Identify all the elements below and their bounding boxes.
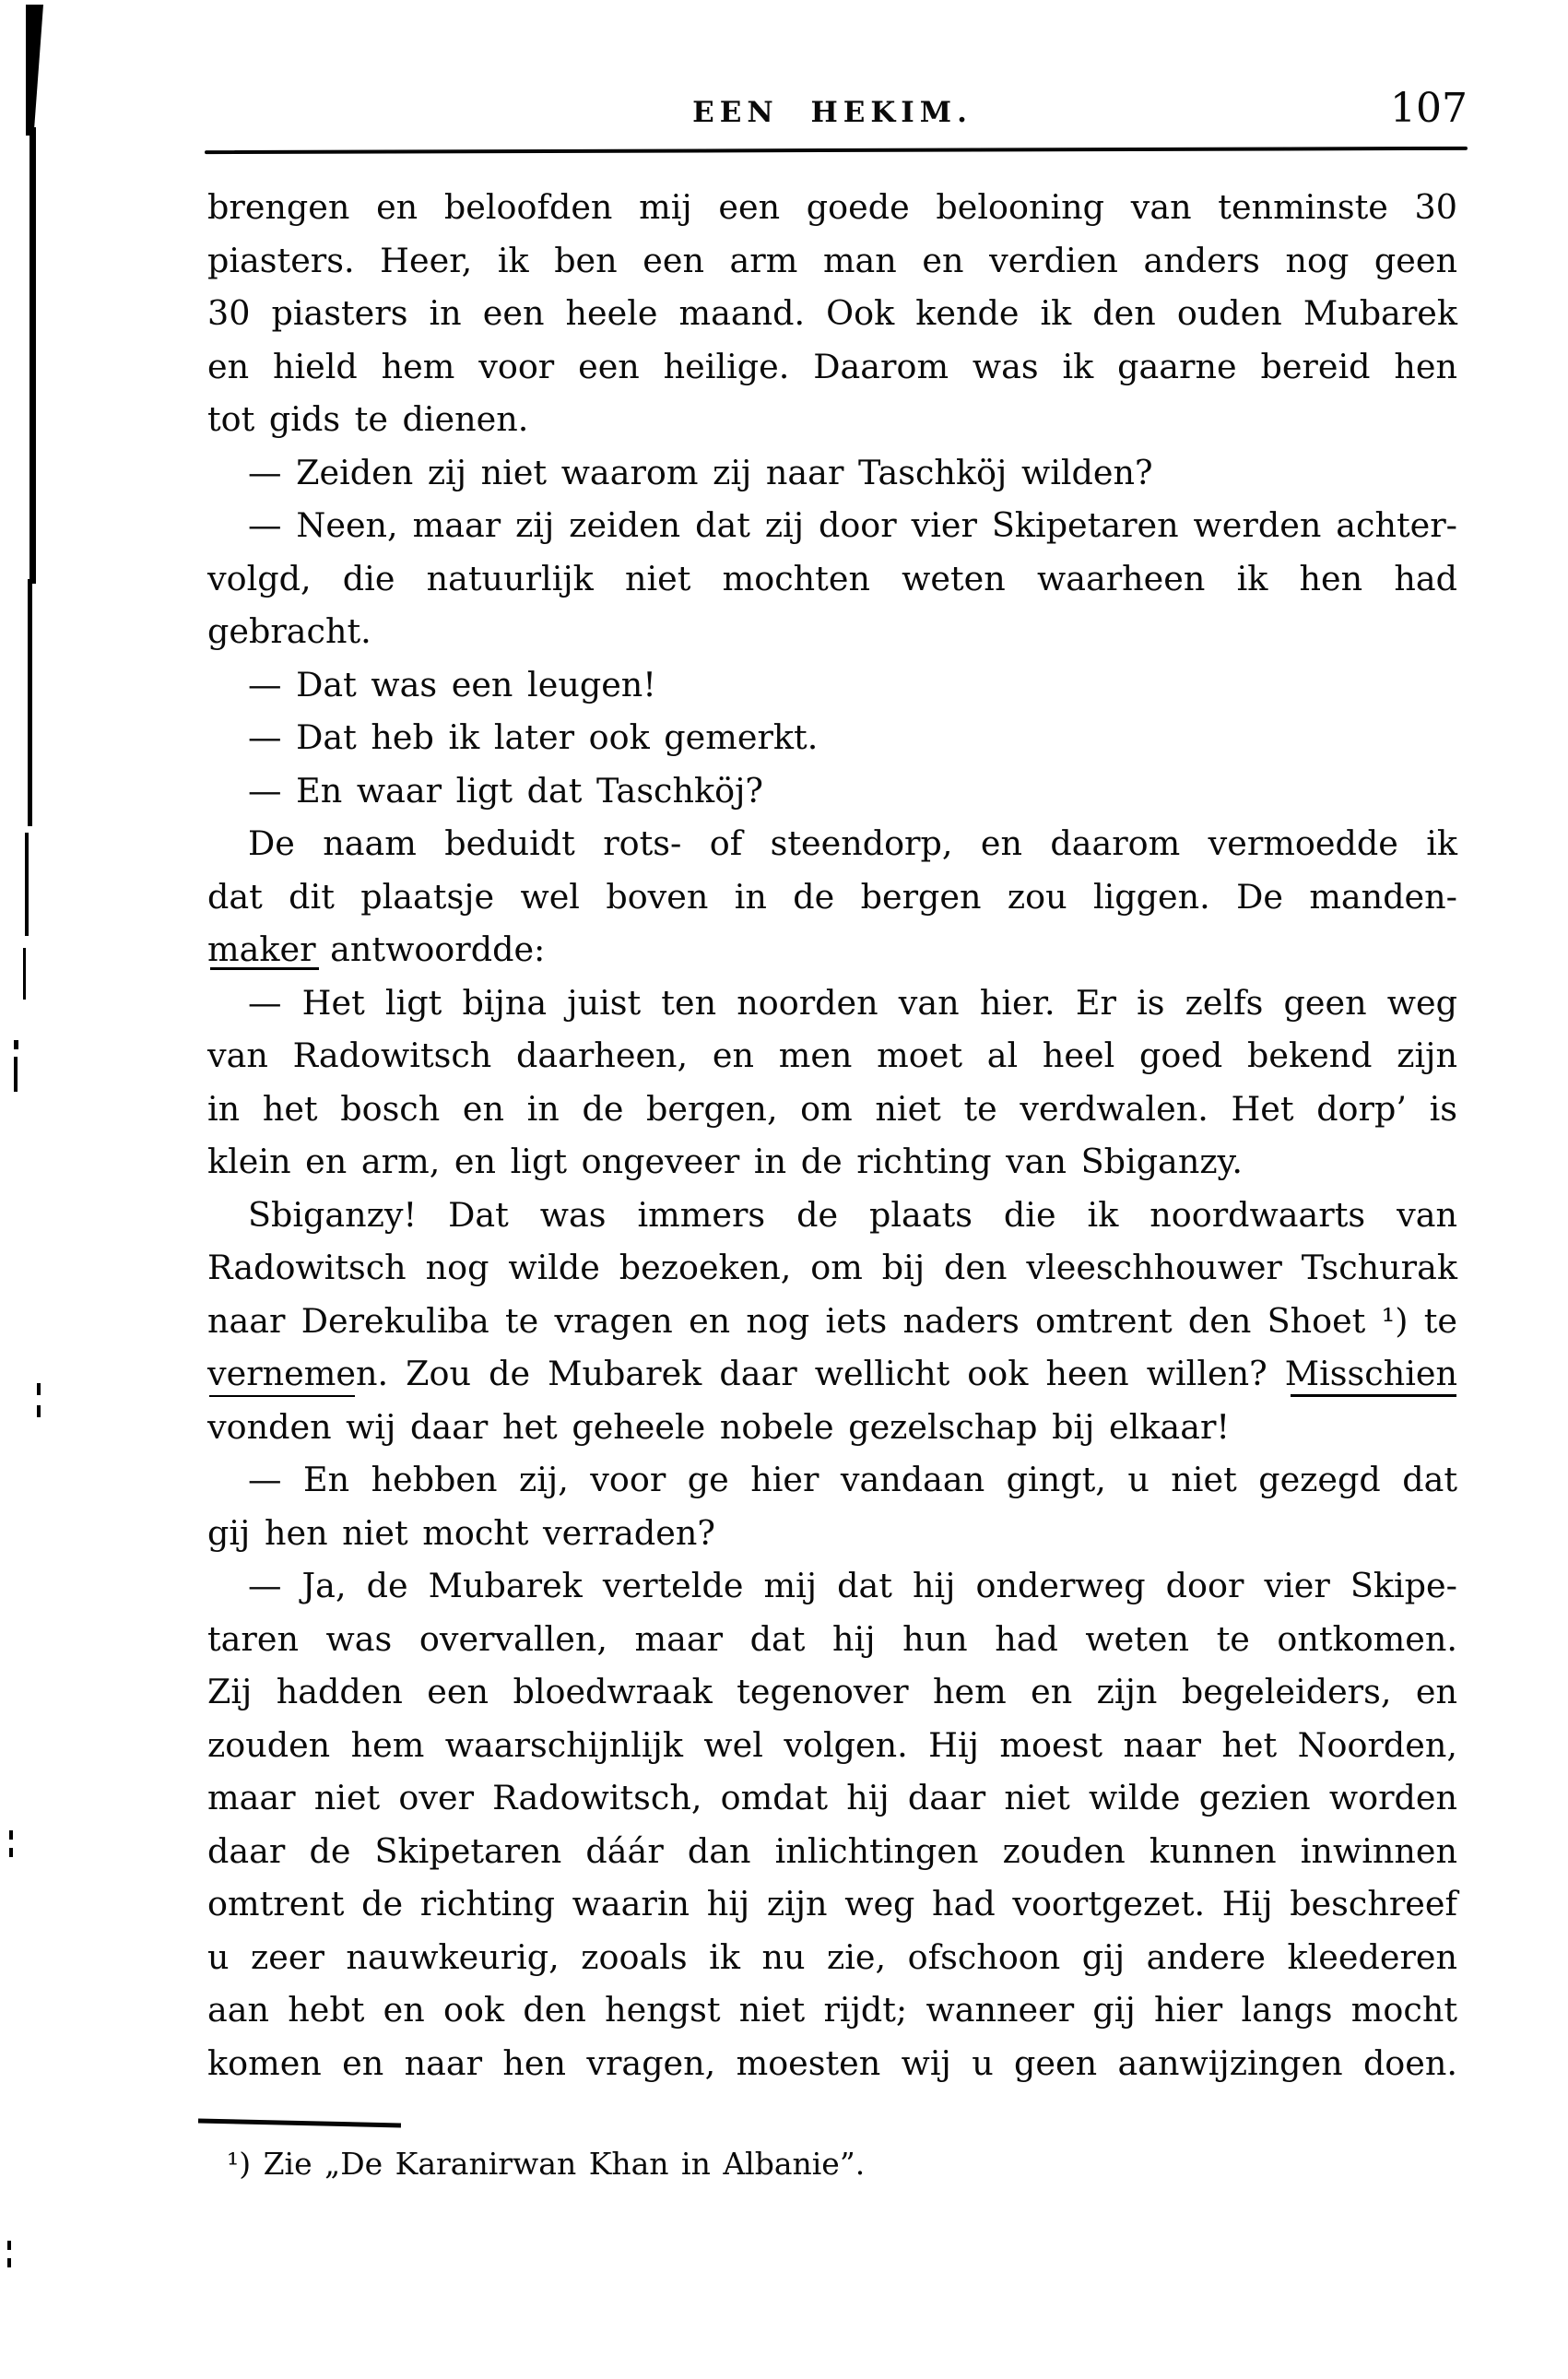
text-line: en hield hem voor een heilige. Daarom was ik gaarne bereid hen: [207, 346, 1457, 386]
text-line: klein en arm, en ligt ongeveer in de richting van Sbiganzy.: [207, 1142, 1243, 1181]
text-line: — Dat was een leugen!: [248, 664, 656, 704]
text-line: gij hen niet mocht verraden?: [207, 1512, 715, 1553]
scan-artifact-speck: [14, 1040, 18, 1049]
page-number: 107: [1390, 85, 1468, 132]
text-line: maar niet over Radowitsch, omdat hij daar niet wilde gezien worden: [207, 1778, 1457, 1817]
scan-artifact-speck: [37, 1383, 41, 1395]
text-line: gebracht.: [207, 611, 371, 651]
text-line: — Ja, de Mubarek vertelde mij dat hij onderweg door vier Skipe-: [248, 1566, 1457, 1605]
text-line: dat dit plaatsje wel boven in de bergen zou liggen. De manden-: [207, 876, 1457, 917]
scan-artifact-speck: [7, 2258, 11, 2267]
text-line: — Dat heb ik later ook gemerkt.: [248, 717, 819, 757]
text-line: Zij hadden een bloedwraak tegenover hem en zijn begeleiders, en: [207, 1672, 1457, 1711]
text-line: 30 piasters in een heele maand. Ook kende ik den ouden Mubarek: [207, 293, 1457, 333]
running-header-title: EEN HEKIM.: [692, 96, 973, 129]
text-line: — Het ligt bijna juist ten noorden van hier. Er is zelfs geen weg: [248, 982, 1457, 1023]
text-line: taren was overvallen, maar dat hij hun had weten te ontkomen.: [207, 1618, 1457, 1659]
text-line: naar Derekuliba te vragen en nog iets naders omtrent den Shoet ¹) te: [207, 1300, 1457, 1341]
scan-artifact-speck: [37, 1405, 41, 1417]
text-line: Radowitsch nog wilde bezoeken, om bij den vleeschhouwer Tschurak: [207, 1248, 1457, 1287]
scan-artifact-edge-bar: [26, 5, 43, 136]
scan-artifact-speck: [9, 1848, 13, 1857]
scan-artifact-edge-line: [25, 833, 29, 936]
text-line: — En hebben zij, voor ge hier vandaan gingt, u niet gezegd dat: [248, 1460, 1457, 1499]
body-text: [207, 181, 1457, 2089]
text-line: Sbiganzy! Dat was immers de plaats die ik noordwaarts van: [248, 1194, 1457, 1235]
scan-artifact-speck: [9, 1830, 13, 1840]
text-line: — En waar ligt dat Taschköj?: [248, 770, 763, 811]
scan-artifact-edge-line: [28, 579, 32, 826]
text-line: van Radowitsch daarheen, en men moet al heel goed bekend zijn: [207, 1036, 1457, 1075]
scan-artifact-edge-line: [29, 127, 36, 584]
scan-artifact-speck: [14, 1057, 18, 1092]
text-line: brengen en beloofden mij een goede belooning van tenminste 30: [207, 187, 1457, 227]
text-line: komen en naar hen vragen, moesten wij u geen aanwijzingen doen.: [207, 2042, 1457, 2083]
text-line: De naam beduidt rots- of steendorp, en daarom vermoedde ik: [248, 823, 1457, 863]
text-line: — Zeiden zij niet waarom zij naar Taschköj wilden?: [248, 452, 1153, 492]
scan-artifact-edge-line: [23, 948, 26, 1000]
text-line: aan hebt en ook den hengst niet rijdt; wanneer gij hier langs mocht: [207, 1990, 1457, 2030]
text-line: vonden wij daar het geheele nobele gezelschap bij elkaar!: [207, 1406, 1231, 1447]
scan-artifact-speck: [7, 2241, 11, 2250]
text-line: volgd, die natuurlijk niet mochten weten waarheen ik hen had: [207, 558, 1457, 598]
text-line: piasters. Heer, ik ben een arm man en verdien anders nog geen: [207, 240, 1457, 280]
text-line: zouden hem waarschijnlijk wel volgen. Hij moest naar het Noorden,: [207, 1724, 1457, 1765]
text-line: vernemen. Zou de Mubarek daar wellicht ook heen willen? Misschien: [207, 1354, 1457, 1393]
text-line: maker antwoordde:: [207, 929, 546, 969]
header-rule: [205, 147, 1468, 154]
text-line: tot gids te dienen.: [207, 399, 529, 439]
text-line: in het bosch en in de bergen, om niet te verdwalen. Het dorp’ is: [207, 1088, 1457, 1129]
text-line: — Neen, maar zij zeiden dat zij door vier Skipetaren werden achter-: [248, 505, 1457, 545]
footnote-rule: [198, 2119, 401, 2128]
text-line: u zeer nauwkeurig, zooals ik nu zie, ofschoon gij andere kleederen: [207, 1936, 1457, 1977]
text-line: daar de Skipetaren dáár dan inlichtingen zouden kunnen inwinnen: [207, 1830, 1457, 1871]
text-line: omtrent de richting waarin hij zijn weg had voortgezet. Hij beschreef: [207, 1884, 1457, 1923]
footnote: ¹) Zie „De Karanirwan Khan in Albanie”.: [227, 2146, 866, 2182]
